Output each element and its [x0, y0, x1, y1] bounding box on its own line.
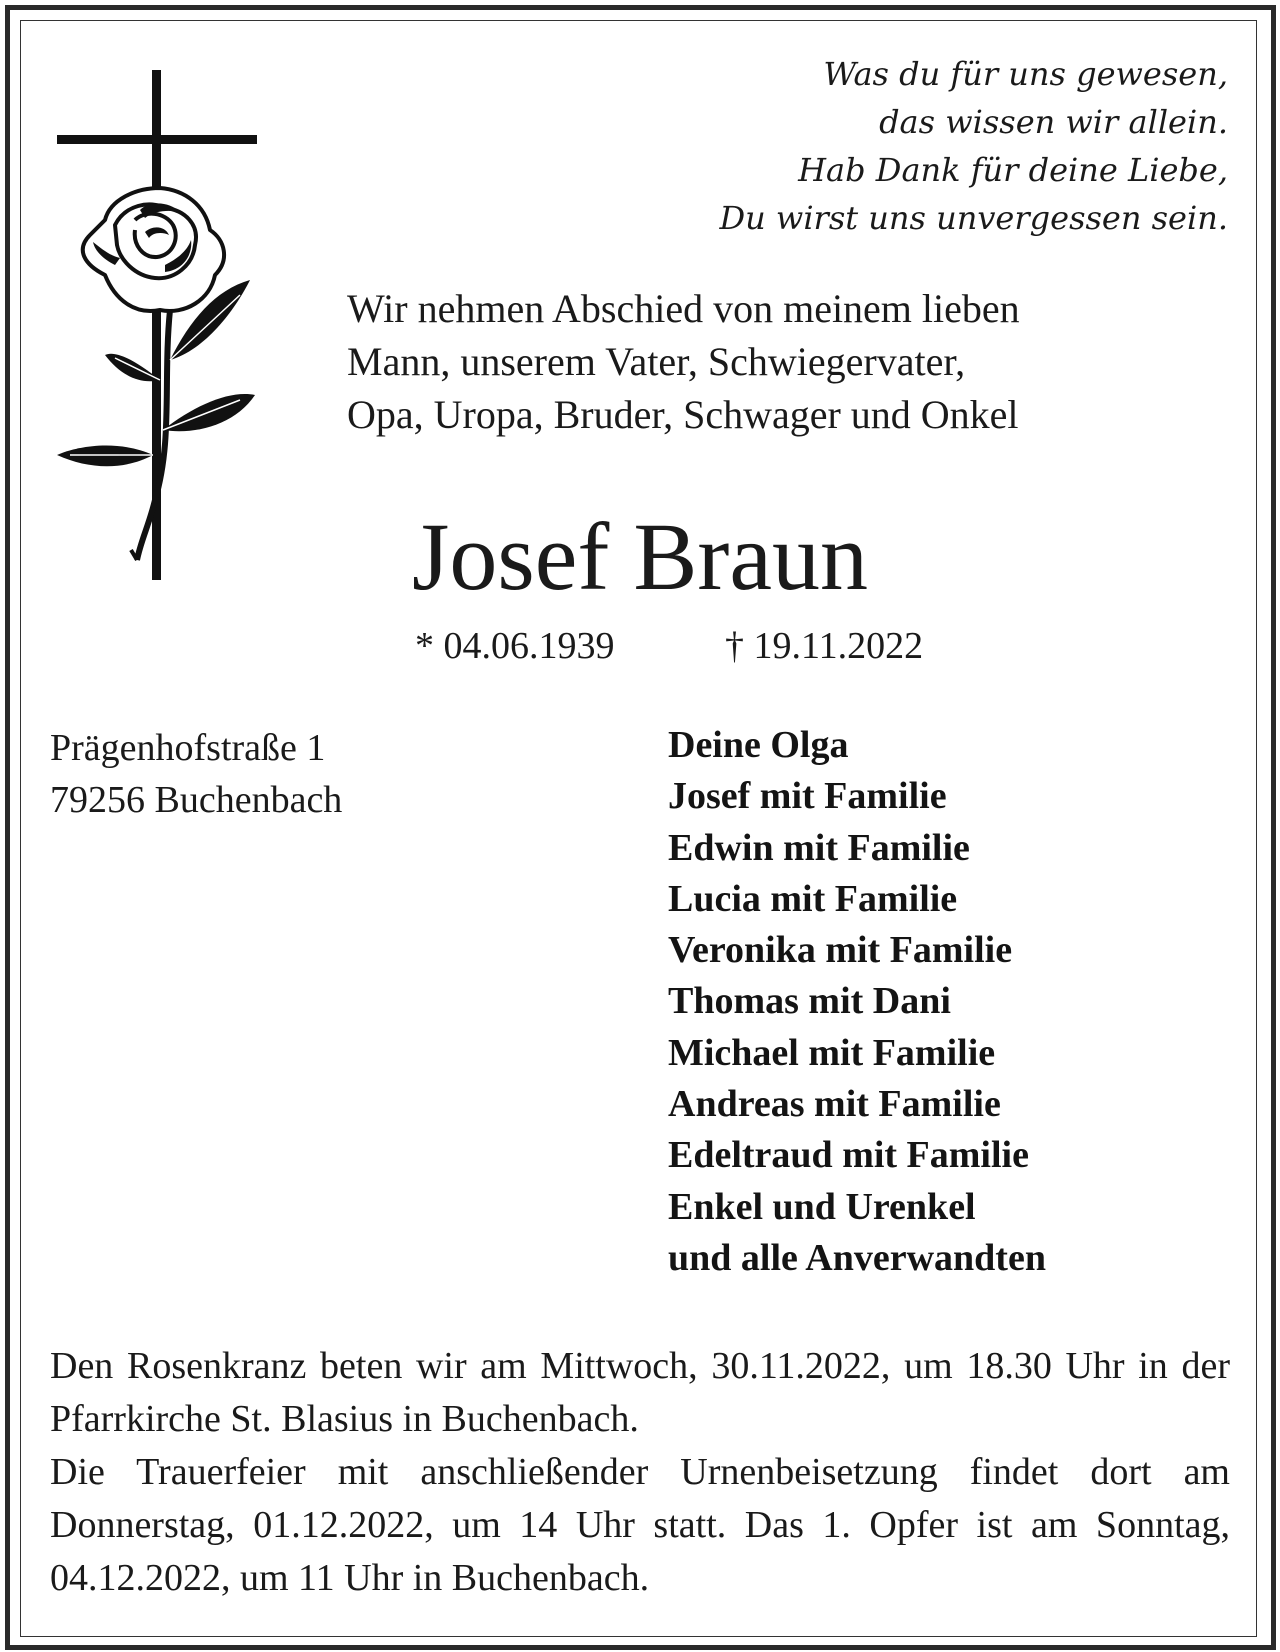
mourner-entry: Michael mit Familie	[668, 1031, 996, 1074]
mourner-entry: Edwin mit Familie	[668, 826, 970, 869]
intro-line: Opa, Uropa, Bruder, Schwager und Onkel	[347, 392, 1019, 437]
mourner-entry: Thomas mit Dani	[668, 980, 951, 1023]
rose-leaf	[57, 446, 153, 467]
address-block	[50, 722, 342, 826]
mourner-entry: Andreas mit Familie	[668, 1083, 1001, 1126]
mourner-entry: Veronika mit Familie	[668, 929, 1013, 972]
mourner-entry: Josef mit Familie	[668, 775, 947, 818]
death-date: † 19.11.2022	[725, 625, 924, 667]
deceased-name: Josef Braun	[412, 503, 868, 610]
poem-line: Du wirst uns unvergessen sein.	[719, 199, 1228, 237]
mourner-entry: Deine Olga	[668, 724, 849, 766]
rose-leaf	[105, 354, 160, 382]
poem-line: Was du für uns gewesen,	[823, 55, 1228, 93]
intro-line: Mann, unserem Vater, Schwiegervater,	[347, 339, 966, 384]
poem	[628, 50, 1228, 242]
farewell-intro	[347, 282, 1227, 441]
rosary-notice: Den Rosenkranz beten wir am Mittwoch, 30.11.2022, um 18.30 Uhr in der Pfarrkirche St. Blasius in Buchenbach.	[50, 1345, 1230, 1440]
mourner-entry: Enkel und Urenkel	[668, 1185, 976, 1228]
poem-line: das wissen wir allein.	[879, 103, 1228, 141]
mourners-list	[668, 720, 1046, 1284]
mourner-entry: Edeltraud mit Familie	[668, 1134, 1029, 1177]
address-street: Prägenhofstraße 1	[50, 727, 326, 769]
poem-line: Hab Dank für deine Liebe,	[798, 151, 1228, 189]
funeral-notice: Die Trauerfeier mit anschließender Urnenbeisetzung findet dort am Donnerstag, 01.12.2022, um 14 Uhr statt. Das 1. Opfer ist am Sonntag, 04.12.2022, um 11 Uhr in Buchenbach.	[50, 1451, 1230, 1599]
intro-line: Wir nehmen Abschied von meinem lieben	[347, 286, 1020, 331]
service-details	[50, 1340, 1230, 1605]
birth-date: * 04.06.1939	[415, 625, 615, 667]
address-city: 79256 Buchenbach	[50, 779, 343, 821]
mourner-entry: Lucia mit Familie	[668, 877, 958, 920]
cross-horizontal-beam	[57, 135, 257, 144]
mourner-entry: und alle Anverwandten	[668, 1236, 1046, 1279]
